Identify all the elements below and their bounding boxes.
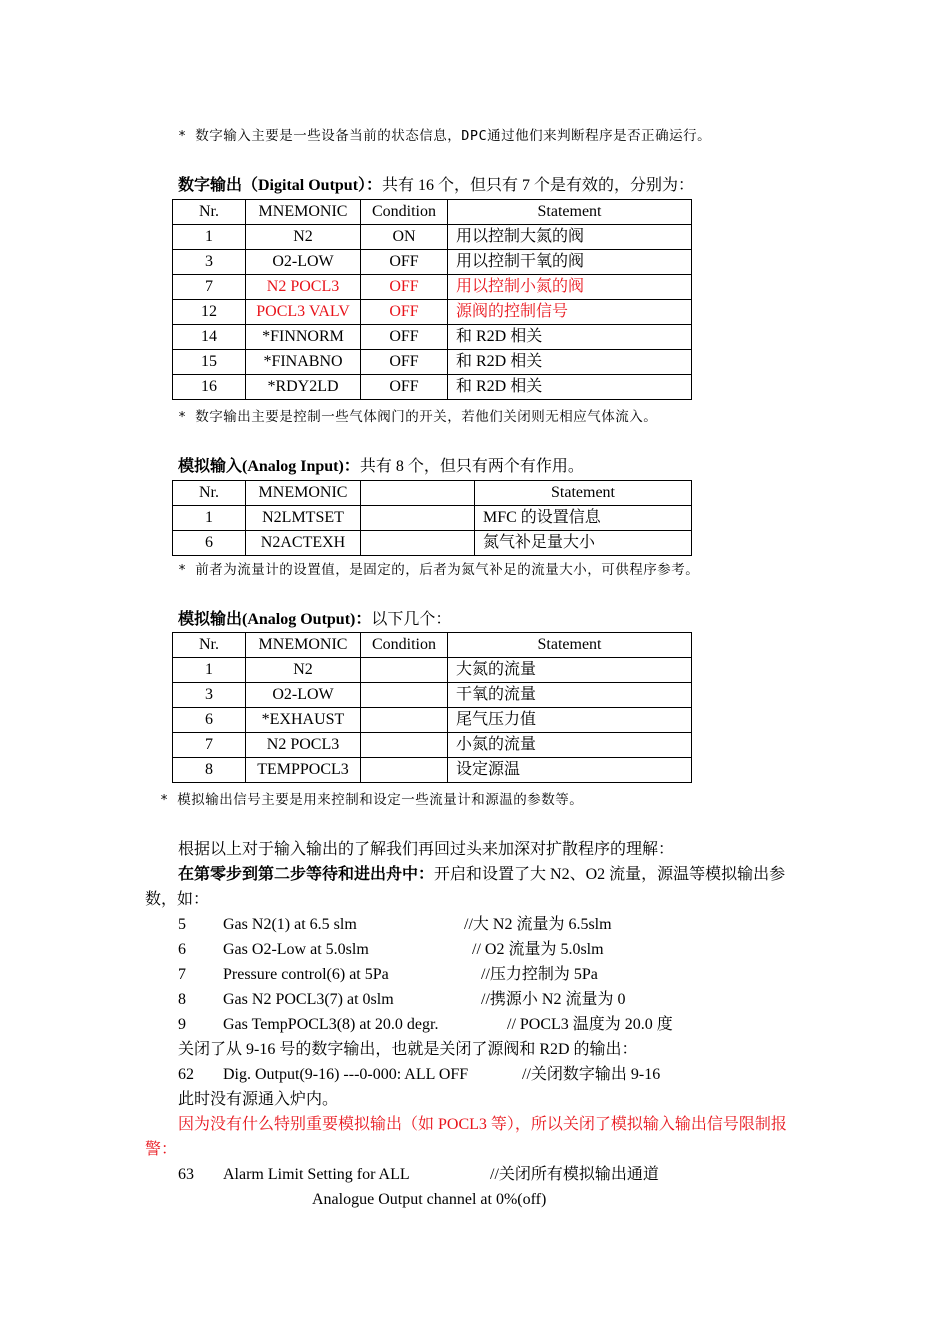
cell-mnemonic: *EXHAUST xyxy=(246,708,361,733)
cell-mnemonic: N2ACTEXH xyxy=(246,531,361,556)
cell-mnemonic: POCL3 VALV xyxy=(246,300,361,325)
analog-output-note: * 模拟输出信号主要是用来控制和设定一些流量计和源温的参数等。 xyxy=(160,792,584,808)
step-number: 63 xyxy=(178,1166,194,1183)
header-statement: Statement xyxy=(448,633,692,658)
step-line xyxy=(178,1015,438,1035)
step-line xyxy=(178,965,389,985)
warning-paragraph-cont: 警： xyxy=(145,1141,178,1158)
table-header-row xyxy=(173,481,692,506)
header-nr: Nr. xyxy=(173,633,246,658)
step-comment: // O2 流量为 5.0slm xyxy=(472,941,604,958)
digital-output-title: 数字输出（Digital Output）： xyxy=(178,177,383,194)
step-comment: //大 N2 流量为 6.5slm xyxy=(464,916,612,933)
table-row xyxy=(173,506,692,531)
cell-condition xyxy=(361,733,448,758)
header-statement: Statement xyxy=(475,481,692,506)
cell-statement: 源阀的控制信号 xyxy=(448,300,692,325)
digital-output-note: * 数字输出主要是控制一些气体阀门的开关，若他们关闭则无相应气体流入。 xyxy=(178,409,658,425)
analog-output-heading xyxy=(178,610,451,630)
cell-statement: 用以控制小氮的阀 xyxy=(448,275,692,300)
cell-mnemonic: *FINNORM xyxy=(246,325,361,350)
table-row xyxy=(173,658,692,683)
step-number: 9 xyxy=(178,1016,186,1033)
step-command: Gas N2(1) at 6.5 slm xyxy=(223,916,357,933)
cell-statement: 干氧的流量 xyxy=(448,683,692,708)
cell-condition: OFF xyxy=(361,325,448,350)
cell-mnemonic: *RDY2LD xyxy=(246,375,361,400)
cell-nr: 3 xyxy=(173,683,246,708)
cell-nr: 1 xyxy=(173,658,246,683)
cell-mnemonic: N2 xyxy=(246,658,361,683)
step-comment: //携源小 N2 流量为 0 xyxy=(481,991,626,1008)
table-row xyxy=(173,350,692,375)
cell-nr: 15 xyxy=(173,350,246,375)
cell-statement: 用以控制干氧的阀 xyxy=(448,250,692,275)
header-nr: Nr. xyxy=(173,200,246,225)
cell-mnemonic: N2 POCL3 xyxy=(246,733,361,758)
cell-nr: 14 xyxy=(173,325,246,350)
cell-condition: OFF xyxy=(361,350,448,375)
cell-condition: OFF xyxy=(361,275,448,300)
cell-nr: 12 xyxy=(173,300,246,325)
cell-nr: 3 xyxy=(173,250,246,275)
table-row xyxy=(173,531,692,556)
step-line xyxy=(178,1065,468,1085)
cell-statement: 用以控制大氮的阀 xyxy=(448,225,692,250)
cell-nr: 6 xyxy=(173,531,246,556)
step-comment: //关闭所有模拟输出通道 xyxy=(490,1166,659,1183)
body-paragraph-3: 关闭了从 9-16 号的数字输出，也就是关闭了源阀和 R2D 的输出： xyxy=(178,1041,638,1058)
table-row xyxy=(173,325,692,350)
body-paragraph-1: 根据以上对于输入输出的了解我们再回过头来加深对扩散程序的理解： xyxy=(178,841,675,858)
cell-statement: MFC 的设置信息 xyxy=(475,506,692,531)
header-mnemonic: MNEMONIC xyxy=(246,633,361,658)
step-line xyxy=(178,1165,410,1185)
cell-condition xyxy=(361,683,448,708)
cell-nr: 1 xyxy=(173,225,246,250)
cell-condition xyxy=(361,658,448,683)
cell-statement: 小氮的流量 xyxy=(448,733,692,758)
step-range-title: 在第零步到第二步等待和进出舟中： xyxy=(178,866,435,883)
cell-statement: 设定源温 xyxy=(448,758,692,783)
cell-condition xyxy=(361,708,448,733)
cell-nr: 16 xyxy=(173,375,246,400)
body-paragraph-4: 此时没有源通入炉内。 xyxy=(178,1091,339,1108)
cell-statement: 大氮的流量 xyxy=(448,658,692,683)
analog-input-heading xyxy=(178,457,584,477)
cell-condition xyxy=(361,758,448,783)
step-command: Dig. Output(9-16) ---0-000: ALL OFF xyxy=(223,1066,469,1083)
cell-mnemonic: O2-LOW xyxy=(246,683,361,708)
analog-output-title: 模拟输出(Analog Output)： xyxy=(178,611,372,628)
header-statement: Statement xyxy=(448,200,692,225)
analog-output-summary: 以下几个： xyxy=(371,611,452,628)
analog-input-note: * 前者为流量计的设置值，是固定的，后者为氮气补足的流量大小，可供程序参考。 xyxy=(178,562,700,578)
table-row xyxy=(173,375,692,400)
body-paragraph-2-cont: 数，如： xyxy=(145,891,210,908)
cell-nr: 8 xyxy=(173,758,246,783)
header-condition: Condition xyxy=(361,633,448,658)
cell-mnemonic: N2 xyxy=(246,225,361,250)
header-mnemonic: MNEMONIC xyxy=(246,481,361,506)
cell-statement: 和 R2D 相关 xyxy=(448,375,692,400)
step-command-continuation: Analogue Output channel at 0%(off) xyxy=(312,1191,547,1208)
table-header-row xyxy=(173,633,692,658)
cell-nr: 7 xyxy=(173,275,246,300)
header-blank xyxy=(361,481,475,506)
step-number: 8 xyxy=(178,991,186,1008)
step-line xyxy=(178,940,369,960)
cell-condition: OFF xyxy=(361,300,448,325)
table-row xyxy=(173,758,692,783)
body-paragraph-2 xyxy=(178,865,785,885)
cell-condition: OFF xyxy=(361,250,448,275)
cell-nr: 1 xyxy=(173,506,246,531)
table-row-highlighted xyxy=(173,275,692,300)
analog-input-table xyxy=(172,480,692,556)
analog-output-table xyxy=(172,632,692,783)
analog-input-summary: 共有 8 个，但只有两个有作用。 xyxy=(359,458,584,475)
analog-input-title: 模拟输入(Analog Input)： xyxy=(178,458,360,475)
step-number: 6 xyxy=(178,941,186,958)
header-nr: Nr. xyxy=(173,481,246,506)
table-row xyxy=(173,250,692,275)
step-range-text: 开启和设置了大 N2、O2 流量，源温等模拟输出参 xyxy=(434,866,786,883)
step-line xyxy=(178,990,394,1010)
cell-statement: 氮气补足量大小 xyxy=(475,531,692,556)
step-comment: // POCL3 温度为 20.0 度 xyxy=(507,1016,673,1033)
step-number: 7 xyxy=(178,966,186,983)
step-comment: //压力控制为 5Pa xyxy=(481,966,598,983)
cell-statement: 尾气压力值 xyxy=(448,708,692,733)
step-command: Alarm Limit Setting for ALL xyxy=(223,1166,410,1183)
table-row xyxy=(173,225,692,250)
cell-mnemonic: TEMPPOCL3 xyxy=(246,758,361,783)
digital-output-heading xyxy=(178,176,694,196)
header-mnemonic: MNEMONIC xyxy=(246,200,361,225)
cell-condition xyxy=(361,531,475,556)
step-command: Gas O2-Low at 5.0slm xyxy=(223,941,369,958)
step-line xyxy=(178,915,357,935)
cell-mnemonic: N2LMTSET xyxy=(246,506,361,531)
cell-nr: 7 xyxy=(173,733,246,758)
step-number: 62 xyxy=(178,1066,194,1083)
step-number: 5 xyxy=(178,916,186,933)
step-command: Gas TempPOCL3(8) at 20.0 degr. xyxy=(223,1016,439,1033)
cell-statement: 和 R2D 相关 xyxy=(448,350,692,375)
cell-condition: ON xyxy=(361,225,448,250)
cell-mnemonic: O2-LOW xyxy=(246,250,361,275)
step-comment: //关闭数字输出 9-16 xyxy=(522,1066,661,1083)
table-header-row xyxy=(173,200,692,225)
cell-statement: 和 R2D 相关 xyxy=(448,325,692,350)
step-command: Pressure control(6) at 5Pa xyxy=(223,966,389,983)
table-row-highlighted xyxy=(173,300,692,325)
digital-output-summary: 共有 16 个，但只有 7 个是有效的，分别为： xyxy=(382,177,695,194)
cell-condition: OFF xyxy=(361,375,448,400)
table-row xyxy=(173,683,692,708)
cell-nr: 6 xyxy=(173,708,246,733)
digital-output-table xyxy=(172,199,692,400)
intro-note: * 数字输入主要是一些设备当前的状态信息，DPC通过他们来判断程序是否正确运行。 xyxy=(178,128,712,144)
header-condition: Condition xyxy=(361,200,448,225)
warning-paragraph: 因为没有什么特别重要模拟输出（如 POCL3 等），所以关闭了模拟输入输出信号限制报 xyxy=(178,1116,787,1133)
table-row xyxy=(173,733,692,758)
step-command: Gas N2 POCL3(7) at 0slm xyxy=(223,991,394,1008)
table-row xyxy=(173,708,692,733)
cell-mnemonic: *FINABNO xyxy=(246,350,361,375)
cell-condition xyxy=(361,506,475,531)
cell-mnemonic: N2 POCL3 xyxy=(246,275,361,300)
